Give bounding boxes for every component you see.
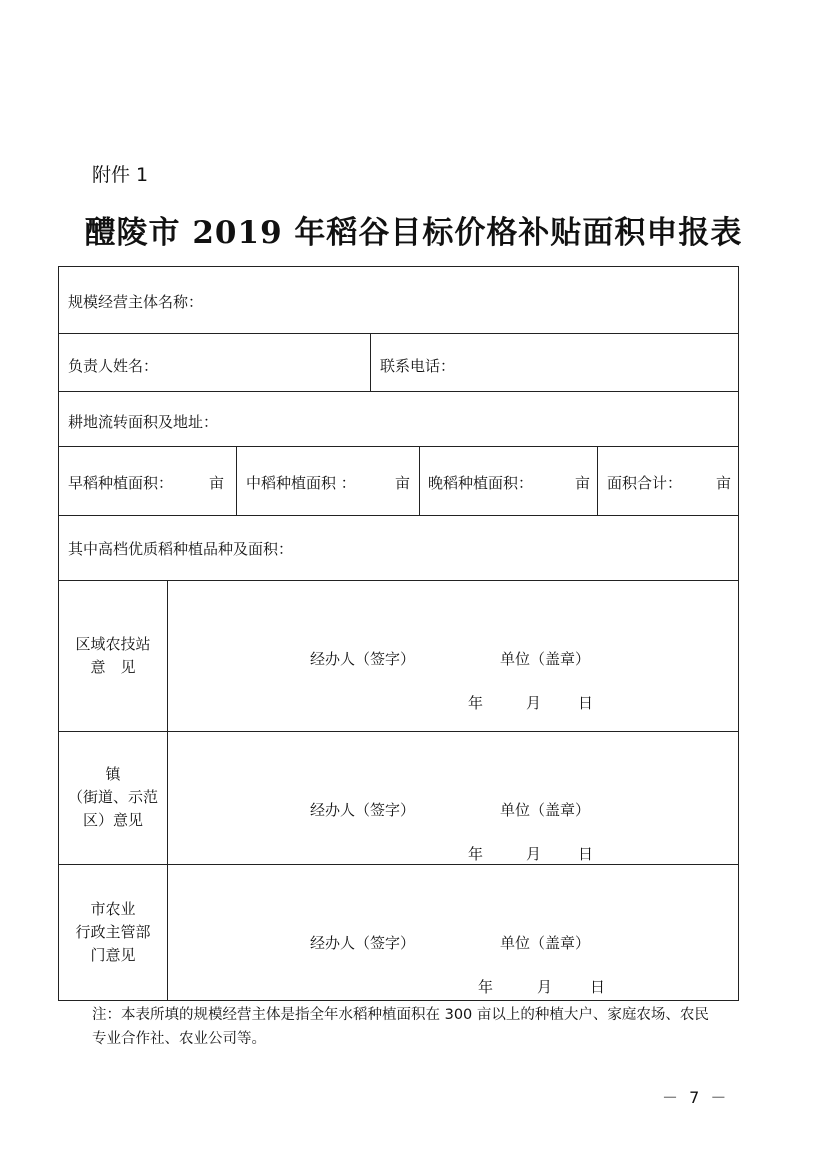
date-day: 日 [590,978,606,996]
date-year: 年 [468,694,484,712]
date-year: 年 [478,978,494,996]
mid-rice-label: 中稻种植面积 ： [246,474,356,492]
dept-line: 意 见 [90,658,136,676]
dept-line: 区域农技站 [75,635,151,653]
date-month: 月 [526,694,542,712]
dept-agri-station [60,633,166,679]
late-rice-label: 晚稻种植面积： [428,474,534,492]
unit-seal-label: 单位（盖章） [500,801,591,819]
dept-city-agri [60,898,166,967]
land-transfer-label: 耕地流转面积及地址： [68,413,219,431]
dept-line: 行政主管部 [75,923,151,941]
unit-seal-label: 单位（盖章） [500,650,591,668]
dept-town [60,763,166,832]
dept-line: （街道、示范 [67,788,158,806]
date-day: 日 [578,845,594,863]
form-title: 醴陵市 2019 年稻谷目标价格补贴面积申报表 [84,215,743,251]
page-number: － 7 － [662,1088,730,1107]
early-rice-unit: 亩 [209,474,225,492]
dept-line: 区）意见 [82,811,143,829]
date-month: 月 [537,978,553,996]
attachment-label: 附件 1 [92,164,149,186]
phone-label: 联系电话： [380,357,456,375]
handler-signature-label: 经办人（签字） [310,650,416,668]
handler-signature-label: 经办人（签字） [310,934,416,952]
late-rice-unit: 亩 [575,474,591,492]
area-total-unit: 亩 [716,474,732,492]
unit-seal-label: 单位（盖章） [500,934,591,952]
dept-line: 镇 [105,765,121,783]
footnote: 注：本表所填的规模经营主体是指全年水稻种植面积在 300 亩以上的种植大户、家庭农场、农民专业合作社、农业公司等。 [92,1007,709,1047]
dept-line: 门意见 [90,946,136,964]
entity-name-label: 规模经营主体名称： [68,293,204,311]
person-in-charge-label: 负责人姓名： [68,357,159,375]
area-total-label: 面积合计： [607,474,683,492]
handler-signature-label: 经办人（签字） [310,801,416,819]
dept-line: 市农业 [90,900,136,918]
date-day: 日 [578,694,594,712]
date-month: 月 [526,845,542,863]
date-year: 年 [468,845,484,863]
early-rice-label: 早稻种植面积： [68,474,174,492]
premium-variety-label: 其中高档优质稻种植品种及面积： [68,540,294,558]
mid-rice-unit: 亩 [395,474,411,492]
